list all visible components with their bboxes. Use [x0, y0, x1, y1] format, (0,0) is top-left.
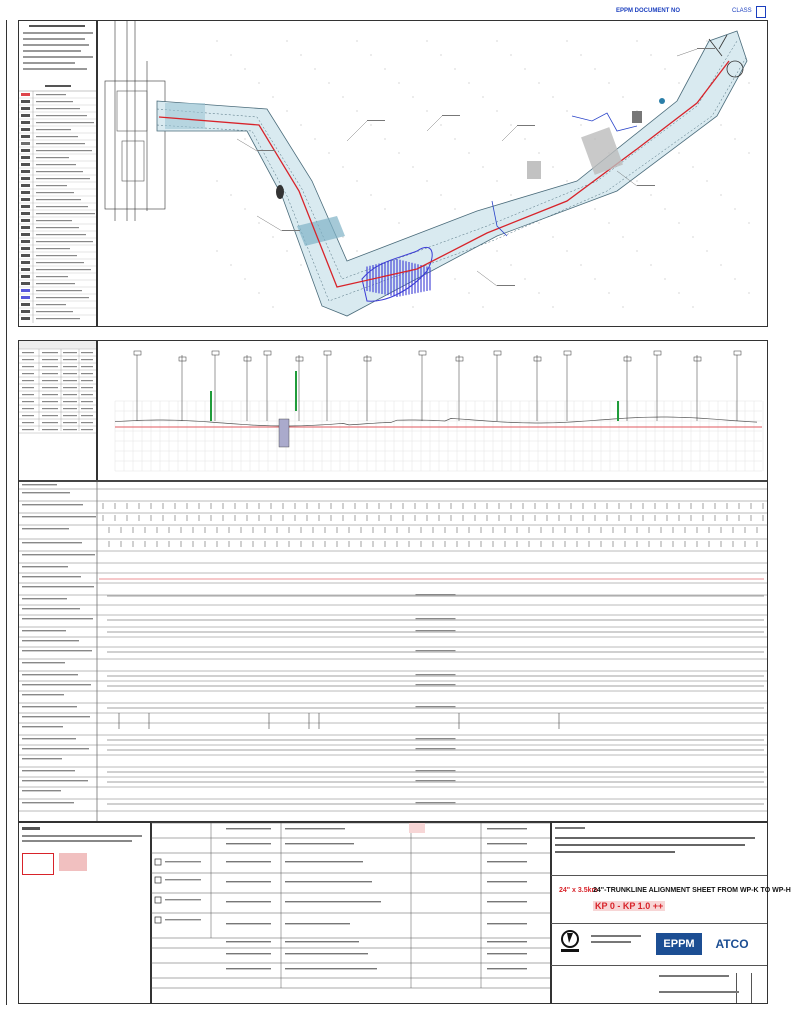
ip-coordinate-table [18, 340, 98, 482]
crossing-band-1 [165, 103, 205, 129]
class-value [756, 6, 766, 18]
sheet-left-border [6, 20, 7, 1005]
pipeline-profile [96, 340, 768, 482]
coordinate-system-block [21, 23, 95, 83]
pipe-size-note: 24" x 3.5km [559, 887, 598, 894]
atco-logo: ATCO [715, 937, 749, 951]
alignment-data-bands [18, 480, 768, 822]
map-drawing [97, 21, 767, 326]
station-compound [105, 21, 165, 221]
title-block [550, 822, 791, 1004]
drawing-title: 24"-TRUNKLINE ALIGNMENT SHEET FROM WP-K TO WP-H [593, 887, 791, 894]
legend-table [19, 91, 97, 323]
legend-panel [18, 20, 98, 327]
document-number-label: EPPM DOCUMENT NO [616, 8, 681, 14]
class-label: CLASS [732, 8, 752, 14]
coordinate-table-grid [19, 341, 97, 481]
client-logo [555, 927, 585, 955]
document-header [580, 4, 766, 18]
eppm-logo: EPPM [656, 933, 702, 955]
project-description [551, 823, 767, 876]
reference-grid [151, 823, 551, 1003]
alignment-map [96, 20, 768, 327]
notes-panel [18, 822, 152, 1004]
drawing-title-area [551, 875, 767, 924]
red-stamp [22, 853, 54, 875]
kp-range: KP 0 - KP 1.0 ++ [595, 901, 664, 911]
reference-drawings-table [150, 822, 552, 1004]
legend-heading [45, 85, 71, 87]
profile-drawing [97, 341, 767, 481]
pipeline-corridor [157, 31, 747, 316]
document-number-block [551, 965, 767, 1003]
data-bands-grid [19, 481, 767, 821]
